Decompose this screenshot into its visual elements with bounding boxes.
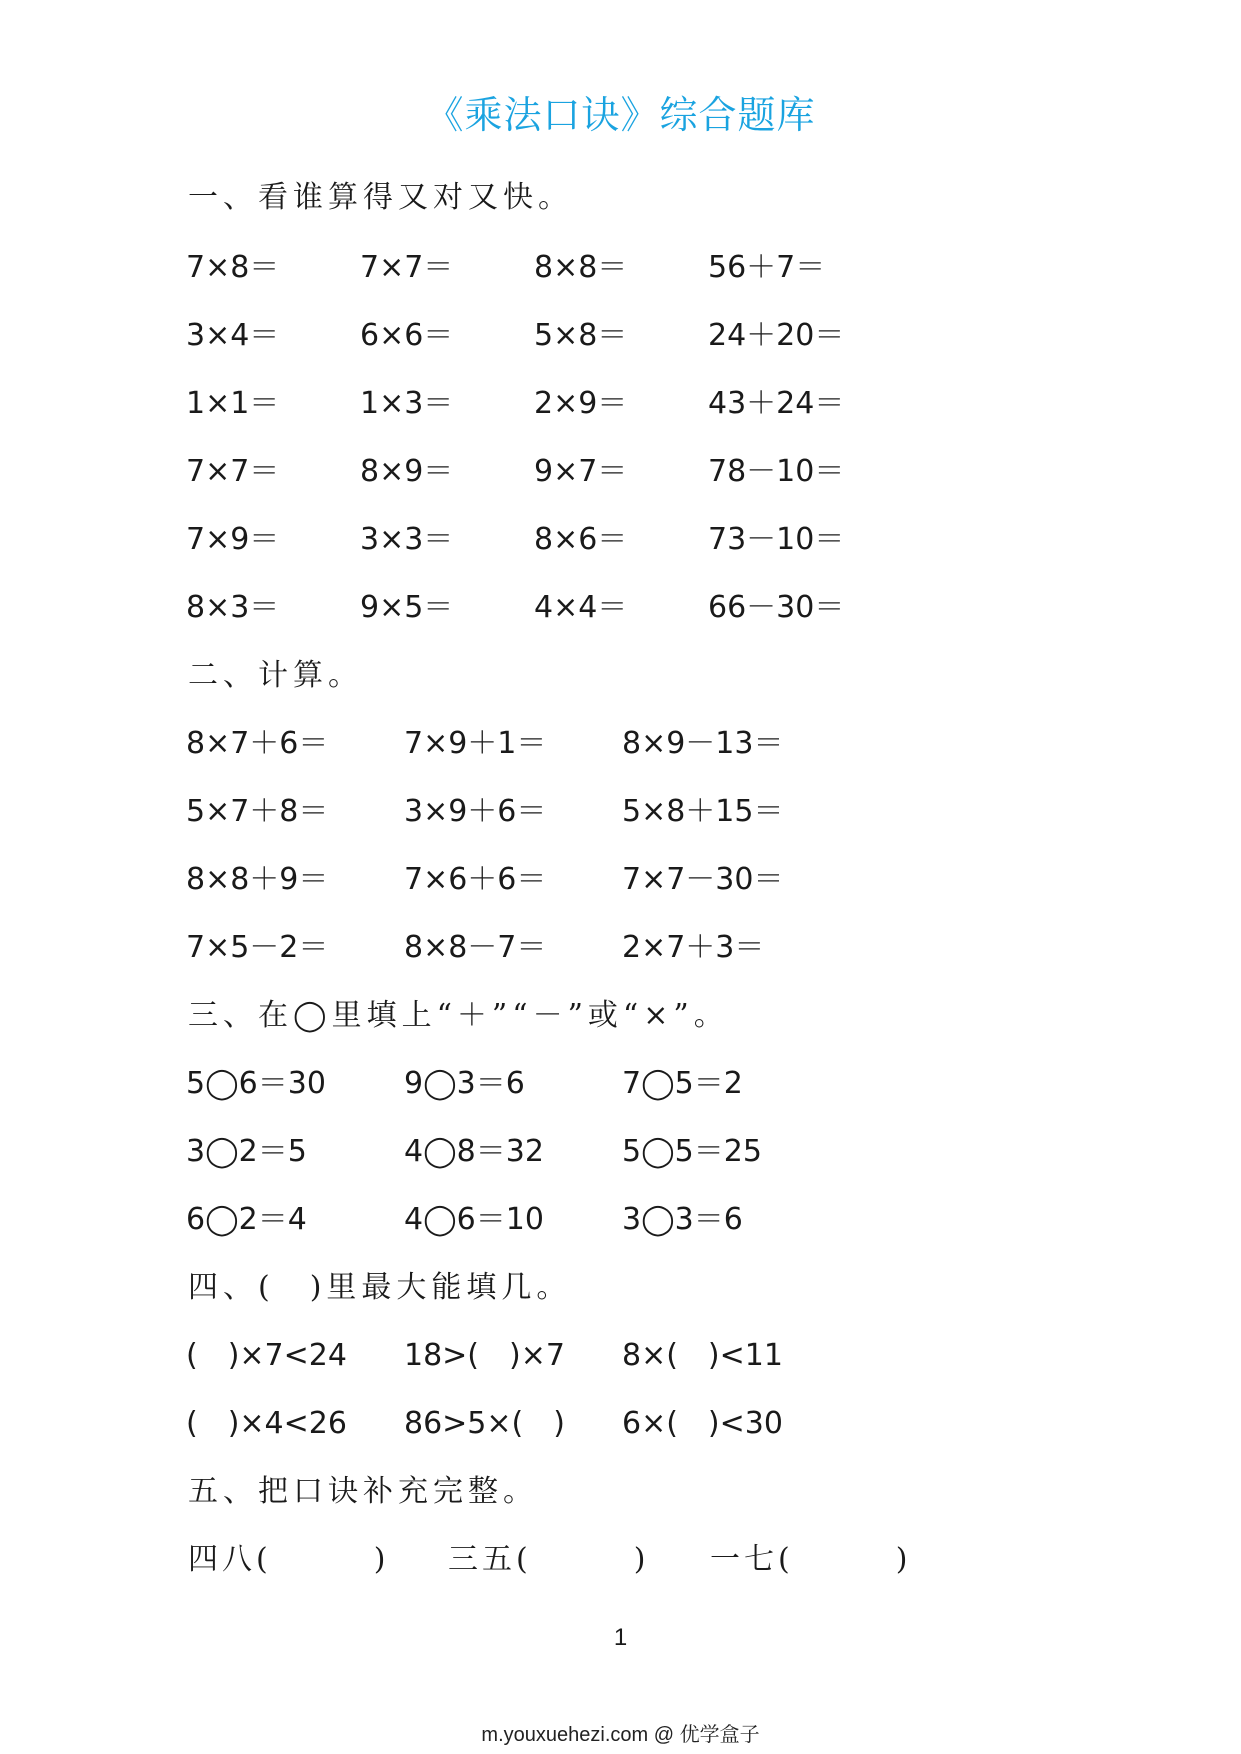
problem: 7×7＝ [360,250,454,285]
problem: 7×6＋6＝ [404,862,547,897]
section-1-row [0,378,1241,421]
section-3-row [0,1194,1241,1237]
problem: 5×8＝ [534,318,628,353]
section-1-row [0,582,1241,625]
section-1-row [0,310,1241,353]
problem: 8×8＝ [534,250,628,285]
section-2-row [0,854,1241,897]
problem: 3×4＝ [186,318,280,353]
section-1-heading: 一、看谁算得又对又快。 [188,180,573,215]
problem: 3◯3＝6 [622,1202,743,1237]
problem: 6×( )<30 [622,1406,783,1441]
problem: 一七( ) [710,1542,912,1577]
section-2-row [0,786,1241,829]
problem: 8×( )<11 [622,1338,783,1373]
section-4-row [0,1330,1241,1373]
problem: 2×7＋3＝ [622,930,765,965]
problem: 1×1＝ [186,386,280,421]
document-title: 《乘法口诀》综合题库 [425,93,816,137]
section-2-row [0,922,1241,965]
section-3-heading: 三、在◯里填上“＋”“－”或“×”。 [188,998,729,1033]
problem: 73－10＝ [708,522,845,557]
page-number: 1 [613,1624,628,1651]
problem: 5◯5＝25 [622,1134,762,1169]
section-4-row [0,1398,1241,1441]
problem: 8×8－7＝ [404,930,547,965]
problem: 6×6＝ [360,318,454,353]
section-1-row [0,242,1241,285]
problem: 8×9＝ [360,454,454,489]
problem: 3◯2＝5 [186,1134,307,1169]
problem: 3×9＋6＝ [404,794,547,829]
problem: 9◯3＝6 [404,1066,525,1101]
problem: 5×7＋8＝ [186,794,329,829]
problem: ( )×4<26 [186,1406,347,1441]
problem: 78－10＝ [708,454,845,489]
problem: 4◯6＝10 [404,1202,544,1237]
problem: 56＋7＝ [708,250,826,285]
problem: 5×8＋15＝ [622,794,784,829]
problem: 8×6＝ [534,522,628,557]
problem: 7×8＝ [186,250,280,285]
section-1-row [0,446,1241,489]
section-3-row [0,1058,1241,1101]
problem: 7×5－2＝ [186,930,329,965]
problem: 18>( )×7 [404,1338,565,1373]
footer-watermark: m.youxuehezi.com @ 优学盒子 [481,1724,760,1746]
section-2-row [0,718,1241,761]
problem: 7×7＝ [186,454,280,489]
problem: 7×9＝ [186,522,280,557]
problem: 24＋20＝ [708,318,845,353]
problem: 8×7＋6＝ [186,726,329,761]
problem: 1×3＝ [360,386,454,421]
problem: 4×4＝ [534,590,628,625]
problem: 86>5×( ) [404,1406,565,1441]
section-4-heading: 四、( )里最大能填几。 [188,1270,572,1305]
problem: 9×5＝ [360,590,454,625]
problem: 6◯2＝4 [186,1202,307,1237]
section-5-row [0,1534,1241,1577]
section-1-row [0,514,1241,557]
problem: 5◯6＝30 [186,1066,326,1101]
problem: 三五( ) [448,1542,650,1577]
problem: ( )×7<24 [186,1338,347,1373]
problem: 四八( ) [188,1542,390,1577]
problem: 3×3＝ [360,522,454,557]
problem: 8×8＋9＝ [186,862,329,897]
problem: 8×9－13＝ [622,726,784,761]
problem: 9×7＝ [534,454,628,489]
problem: 43＋24＝ [708,386,845,421]
problem: 4◯8＝32 [404,1134,544,1169]
problem: 7◯5＝2 [622,1066,743,1101]
problem: 2×9＝ [534,386,628,421]
problem: 8×3＝ [186,590,280,625]
problem: 66－30＝ [708,590,845,625]
problem: 7×9＋1＝ [404,726,547,761]
section-3-row [0,1126,1241,1169]
section-2-heading: 二、计算。 [188,658,363,693]
section-5-heading: 五、把口诀补充完整。 [188,1474,538,1509]
problem: 7×7－30＝ [622,862,784,897]
